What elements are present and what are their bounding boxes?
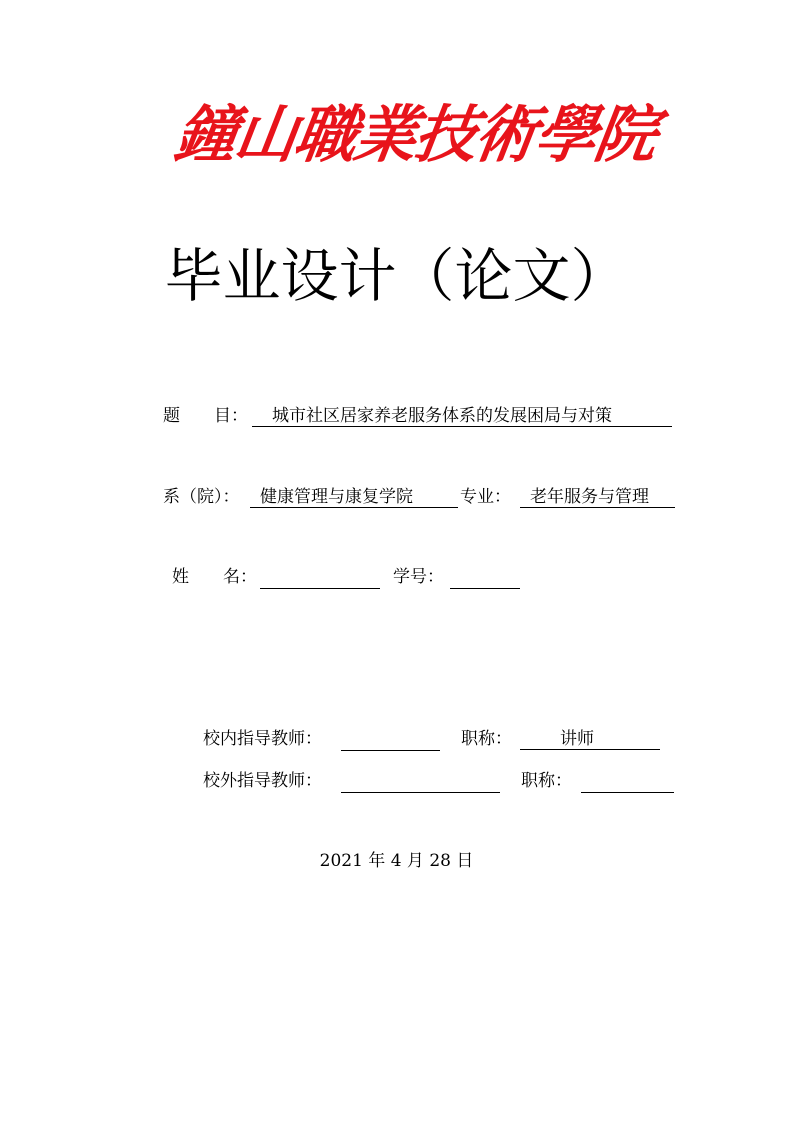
inner-tutor-value — [341, 728, 440, 751]
inner-title-label: 职称： — [461, 729, 512, 749]
major-value: 老年服务与管理 — [520, 486, 675, 508]
topic-label: 题 目： — [163, 406, 248, 426]
inner-title-value: 讲师 — [520, 728, 660, 750]
outer-title-value — [581, 770, 674, 793]
major-label: 专业： — [460, 487, 511, 507]
outer-tutor-label: 校外指导教师： — [203, 771, 322, 791]
college-logo: 鐘山職業技術學院 — [169, 98, 661, 171]
submission-date: 2021 年 4 月 28 日 — [319, 851, 474, 871]
outer-title-label: 职称： — [521, 771, 572, 791]
name-label: 姓 名： — [172, 567, 257, 587]
id-value — [450, 566, 520, 589]
document-title: 毕业设计（论文） — [164, 242, 629, 310]
inner-tutor-label: 校内指导教师： — [203, 729, 322, 749]
name-value — [260, 566, 380, 589]
outer-tutor-value — [341, 770, 500, 793]
dept-label: 系（院）： — [163, 487, 240, 507]
dept-value: 健康管理与康复学院 — [250, 486, 458, 508]
id-label: 学号： — [393, 567, 444, 587]
topic-value: 城市社区居家养老服务体系的发展困局与对策 — [252, 405, 672, 427]
